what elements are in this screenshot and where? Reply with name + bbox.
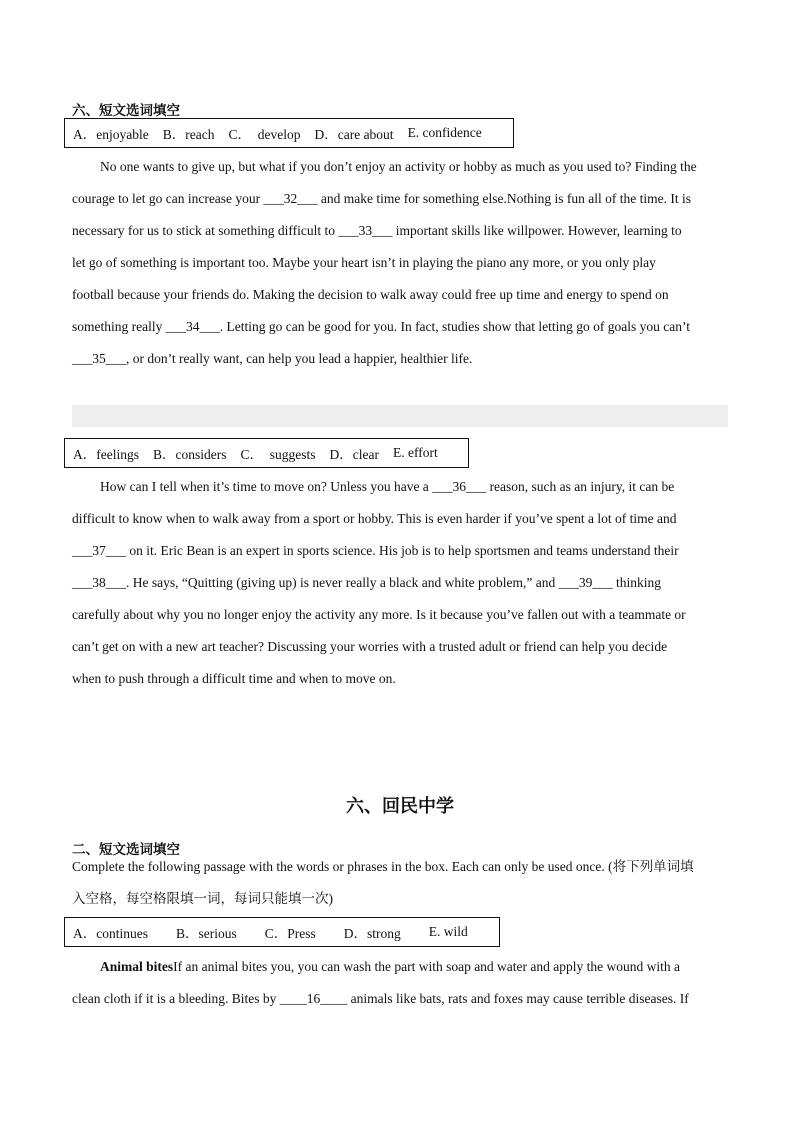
word-option: B．considers	[152, 447, 227, 462]
blank-39: ___39___	[558, 575, 613, 590]
text: . He says, “Quitting (giving up) is never really a black and white problem,” and	[126, 575, 559, 590]
word-option: A．feelings	[73, 447, 139, 462]
word-option: D．clear	[329, 447, 379, 462]
text: important skills like willpower. However, learning to	[392, 223, 682, 238]
passage-line: difficult to know when to walk away from a sport or hobby. This is even harder if you’ve spent a lot of time and	[72, 511, 677, 526]
passage-line	[100, 478, 674, 496]
word-option: E. effort	[392, 445, 438, 460]
passage-line	[72, 542, 679, 560]
word-option: A．continues	[73, 926, 148, 941]
text: , or don’t really want, can help you lead a happier, healthier life.	[126, 351, 473, 366]
word-option: E. wild	[428, 924, 468, 939]
word-box	[64, 118, 514, 148]
text: If an animal bites you, you can wash the part with soap and water and apply the wound with a	[173, 959, 681, 974]
word-option: D．care about	[314, 127, 394, 142]
text: reason, such as an injury, it can be	[486, 479, 675, 494]
passage-line: football because your friends do. Making the decision to walk away could free up time and energy to spend on	[72, 287, 669, 302]
text: something really	[72, 319, 166, 334]
passage-line	[72, 990, 689, 1008]
passage-line	[72, 318, 690, 336]
instruction-line: 入空格，每空格限填一词，每词只能填一次)	[72, 891, 333, 906]
text: thinking	[612, 575, 662, 590]
text: animals like bats, rats and foxes may cause terrible diseases. If	[347, 991, 689, 1006]
word-box	[64, 917, 500, 947]
blank-34: ___34___	[165, 319, 220, 334]
text: on it. Eric Bean is an expert in sports science. His job is to help sportsmen and teams understand their	[126, 543, 679, 558]
word-option: E. confidence	[407, 125, 482, 140]
word-option: C．Press	[264, 926, 316, 941]
text: clean cloth if it is a bleeding. Bites by	[72, 991, 280, 1006]
passage-line	[72, 350, 472, 368]
passage-title: Animal bites	[100, 959, 174, 974]
word-option: B．serious	[176, 926, 237, 941]
passage-line: let go of something is important too. Maybe your heart isn’t in playing the piano any more, or you only play	[72, 255, 656, 270]
text: and make time for something else.Nothing is fun all of the time. It is	[317, 191, 691, 206]
passage-line	[72, 222, 682, 240]
passage-line: can’t get on with a new art teacher? Discussing your worries with a trusted adult or friend can help you decide	[72, 639, 668, 654]
blank-33: ___33___	[338, 223, 393, 238]
text: . Letting go can be good for you. In fact, studies show that letting go of goals you can’t	[219, 319, 691, 334]
blank-16: ____16____	[279, 991, 348, 1006]
word-option: C． suggests	[240, 447, 316, 462]
word-box	[64, 438, 469, 468]
passage-line: No one wants to give up, but what if you don’t enjoy an activity or hobby as much as you used to? Finding the	[100, 159, 697, 174]
passage-line: when to push through a difficult time and when to move on.	[72, 671, 396, 686]
section-heading: 二、短文选词填空	[72, 842, 180, 857]
word-option: B．reach	[162, 127, 215, 142]
word-option: D．strong	[343, 926, 401, 941]
text: necessary for us to stick at something difficult to	[72, 223, 339, 238]
blank-32: ___32___	[263, 191, 318, 206]
passage-line	[100, 958, 680, 976]
text: courage to let go can increase your	[72, 191, 264, 206]
blank-38: ___38___	[72, 575, 126, 590]
instruction-line: Complete the following passage with the words or phrases in the box. Each can only be used once. (将下列单词填	[72, 859, 694, 874]
section-heading: 六、短文选词填空	[72, 103, 180, 118]
word-option: C． develop	[228, 127, 301, 142]
blank-36: ___36___	[432, 479, 487, 494]
blank-35: ___35___	[72, 351, 126, 366]
passage-line	[72, 574, 661, 592]
blank-37: ___37___	[72, 543, 126, 558]
text: How can I tell when it’s time to move on? Unless you have a	[100, 479, 433, 494]
school-title: 六、回民中学	[346, 796, 454, 816]
passage-line: carefully about why you no longer enjoy the activity any more. Is it because you’ve fallen out with a teammate or	[72, 607, 686, 622]
divider-band	[72, 405, 728, 427]
passage-line	[72, 190, 691, 208]
word-option: A．enjoyable	[73, 127, 149, 142]
